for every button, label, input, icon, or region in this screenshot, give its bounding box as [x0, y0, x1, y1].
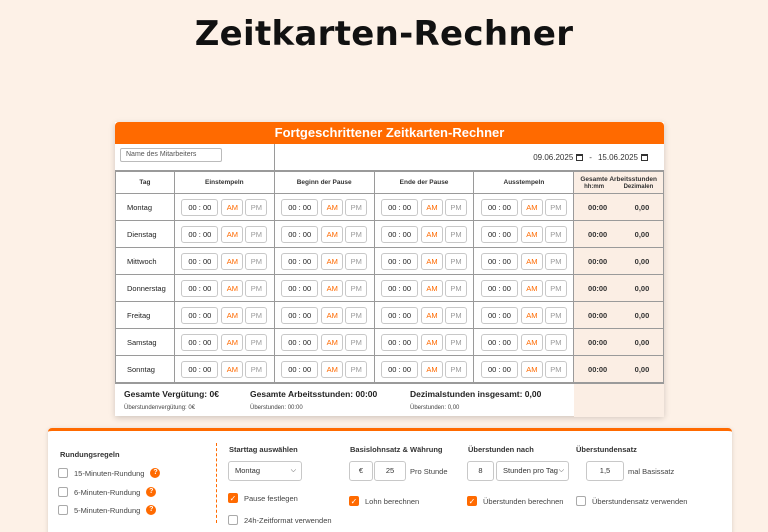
timesheet-table [115, 171, 664, 383]
am-toggle[interactable]: AM [321, 226, 343, 243]
table-row [116, 329, 664, 356]
overtime-rate-input[interactable]: 1,5 [586, 461, 624, 481]
clock-out-time-input[interactable]: 00 : 00 [481, 307, 518, 324]
clock-in-time-input[interactable]: 00 : 00 [181, 199, 218, 216]
am-toggle[interactable]: AM [321, 280, 343, 297]
pm-toggle[interactable]: PM [445, 280, 467, 297]
page-title: Zeitkarten-Rechner [194, 14, 574, 54]
rounding-6-option[interactable]: 6-Minuten-Rundung ? [58, 487, 156, 497]
help-icon[interactable]: ? [150, 468, 160, 478]
currency-field[interactable]: € [349, 461, 373, 481]
am-toggle[interactable]: AM [521, 334, 543, 351]
date-to-field[interactable]: 15.06.2025 [598, 153, 648, 162]
clock-out-time-input[interactable]: 00 : 00 [481, 361, 518, 378]
break-start-time-input[interactable]: 00 : 00 [281, 280, 318, 297]
am-toggle[interactable]: AM [321, 199, 343, 216]
col-total: Gesamte Arbeitsstunden hh:mm Dezimalen [574, 172, 664, 194]
am-toggle[interactable]: AM [521, 199, 543, 216]
pm-toggle[interactable]: PM [545, 334, 567, 351]
clock-in-group [175, 226, 274, 243]
break-start-time-input[interactable]: 00 : 00 [281, 253, 318, 270]
break-start-group [275, 361, 374, 378]
pm-toggle[interactable]: PM [545, 226, 567, 243]
am-toggle[interactable]: AM [521, 361, 543, 378]
overtime-rate-title: Überstundensatz [576, 445, 637, 454]
break-start-group [275, 253, 374, 270]
break-end-group [375, 226, 474, 243]
day-name: Freitag [116, 302, 175, 329]
am-toggle[interactable]: AM [321, 334, 343, 351]
day-total-decimal: 0,00 [634, 310, 650, 320]
wage-input[interactable]: 25 [374, 461, 406, 481]
day-total-decimal: 0,00 [634, 256, 650, 266]
col-clock-in: Einstempeln [174, 172, 274, 194]
pm-toggle[interactable]: PM [445, 226, 467, 243]
am-toggle[interactable]: AM [221, 361, 243, 378]
am-toggle[interactable]: AM [421, 226, 443, 243]
pm-toggle[interactable]: PM [445, 253, 467, 270]
am-toggle[interactable]: AM [521, 253, 543, 270]
wage-unit: Pro Stunde [410, 467, 448, 476]
day-total-hm: 00:00 [588, 256, 608, 266]
day-name: Montag [116, 194, 175, 221]
pm-toggle[interactable]: PM [345, 307, 367, 324]
break-start-group [275, 199, 374, 216]
am-toggle[interactable]: AM [221, 334, 243, 351]
am-toggle[interactable]: AM [321, 361, 343, 378]
checkbox[interactable] [58, 505, 68, 515]
clock-out-time-input[interactable]: 00 : 00 [481, 199, 518, 216]
pm-toggle[interactable]: PM [245, 307, 267, 324]
day-name: Samstag [116, 329, 175, 356]
calendar-icon[interactable] [576, 154, 583, 161]
clock-out-group [474, 253, 573, 270]
clock-in-time-input[interactable]: 00 : 00 [181, 253, 218, 270]
checkbox-checked[interactable]: ✓ [229, 494, 237, 503]
pm-toggle[interactable]: PM [345, 280, 367, 297]
pm-toggle[interactable]: PM [345, 226, 367, 243]
pm-toggle[interactable]: PM [345, 334, 367, 351]
fix-break-option[interactable]: ✓ Pause festlegen [229, 493, 298, 503]
pm-toggle[interactable]: PM [445, 199, 467, 216]
day-total-hm: 00:00 [588, 364, 608, 374]
clock-in-group [175, 253, 274, 270]
break-start-time-input[interactable]: 00 : 00 [281, 199, 318, 216]
break-start-group [275, 226, 374, 243]
summary-row [115, 383, 664, 417]
clock-out-group [474, 307, 573, 324]
day-name: Donnerstag [116, 275, 175, 302]
help-icon[interactable]: ? [146, 505, 156, 515]
am-toggle[interactable]: AM [421, 280, 443, 297]
clock-in-time-input[interactable]: 00 : 00 [181, 280, 218, 297]
pm-toggle[interactable]: PM [445, 307, 467, 324]
pm-toggle[interactable]: PM [245, 334, 267, 351]
clock-out-group [474, 199, 573, 216]
day-name: Sonntag [116, 356, 175, 383]
day-total-decimal: 0,00 [634, 202, 650, 212]
am-toggle[interactable]: AM [421, 253, 443, 270]
day-total-decimal: 0,00 [634, 283, 650, 293]
break-start-group [275, 280, 374, 297]
break-end-group [375, 253, 474, 270]
checkbox[interactable] [576, 496, 586, 506]
break-end-group [375, 307, 474, 324]
pm-toggle[interactable]: PM [245, 361, 267, 378]
pm-toggle[interactable]: PM [545, 361, 567, 378]
break-end-time-input[interactable]: 00 : 00 [381, 307, 418, 324]
clock-out-time-input[interactable]: 00 : 00 [481, 226, 518, 243]
col-clock-out: Ausstempeln [474, 172, 574, 194]
break-end-group [375, 280, 474, 297]
break-end-time-input[interactable]: 00 : 00 [381, 334, 418, 351]
start-day-title: Starttag auswählen [229, 445, 298, 454]
rounding-5-option[interactable]: 5-Minuten-Rundung ? [58, 505, 156, 515]
am-toggle[interactable]: AM [321, 307, 343, 324]
pm-toggle[interactable]: PM [245, 199, 267, 216]
clock-in-time-input[interactable]: 00 : 00 [181, 307, 218, 324]
rounding-15-option[interactable]: 15-Minuten-Rundung ? [58, 468, 160, 478]
am-toggle[interactable]: AM [221, 307, 243, 324]
pm-toggle[interactable]: PM [345, 253, 367, 270]
clock-out-group [474, 280, 573, 297]
overtime-decimal: Überstunden: 0,00 [410, 405, 460, 411]
chevron-down-icon: ⌵ [290, 467, 296, 474]
am-toggle[interactable]: AM [521, 280, 543, 297]
table-row [116, 221, 664, 248]
am-toggle[interactable]: AM [321, 253, 343, 270]
day-name: Dienstag [116, 221, 175, 248]
checkbox-checked[interactable]: ✓ [468, 497, 476, 506]
am-toggle[interactable]: AM [421, 199, 443, 216]
break-start-time-input[interactable]: 00 : 00 [281, 361, 318, 378]
clock-in-time-input[interactable]: 00 : 00 [181, 361, 218, 378]
pm-toggle[interactable]: PM [545, 307, 567, 324]
am-toggle[interactable]: AM [421, 307, 443, 324]
use-overtime-rate-option[interactable]: Überstundensatz verwenden [576, 496, 687, 506]
pm-toggle[interactable]: PM [445, 361, 467, 378]
break-end-time-input[interactable]: 00 : 00 [381, 226, 418, 243]
day-total-decimal: 0,00 [634, 337, 650, 347]
checkbox[interactable] [58, 468, 68, 478]
pm-toggle[interactable]: PM [545, 199, 567, 216]
table-row [116, 356, 664, 383]
divider [216, 443, 217, 523]
format-24h-option[interactable]: 24h-Zeitformat verwenden [228, 515, 332, 525]
total-decimal: Dezimalstunden insgesamt: 0,00 [410, 389, 542, 399]
overtime-pay: Überstundenvergütung: 0€ [124, 405, 196, 411]
break-end-group [375, 361, 474, 378]
overtime-rate-unit: mal Basissatz [628, 467, 675, 476]
clock-out-group [474, 334, 573, 351]
col-day: Tag [116, 172, 175, 194]
am-toggle[interactable]: AM [221, 280, 243, 297]
break-end-time-input[interactable]: 00 : 00 [381, 253, 418, 270]
wage-title: Basislohnsatz & Währung [350, 445, 443, 454]
break-end-time-input[interactable]: 00 : 00 [381, 280, 418, 297]
day-name: Mittwoch [116, 248, 175, 275]
break-start-time-input[interactable]: 00 : 00 [281, 307, 318, 324]
pm-toggle[interactable]: PM [345, 361, 367, 378]
break-end-time-input[interactable]: 00 : 00 [381, 199, 418, 216]
break-end-time-input[interactable]: 00 : 00 [381, 361, 418, 378]
am-toggle[interactable]: AM [221, 226, 243, 243]
break-start-group [275, 334, 374, 351]
start-day-select[interactable]: Montag ⌵ [228, 461, 302, 481]
calendar-icon[interactable] [641, 154, 648, 161]
overtime-threshold-input[interactable]: 8 [467, 461, 494, 481]
clock-out-time-input[interactable]: 00 : 00 [481, 280, 518, 297]
total-hours: Gesamte Arbeitsstunden: 00:00 [250, 389, 378, 399]
clock-in-time-input[interactable]: 00 : 00 [181, 226, 218, 243]
table-row [116, 275, 664, 302]
am-toggle[interactable]: AM [221, 253, 243, 270]
timesheet-card [115, 122, 664, 416]
date-from-field[interactable]: 09.06.2025 [533, 153, 583, 162]
clock-out-time-input[interactable]: 00 : 00 [481, 253, 518, 270]
settings-panel [48, 428, 732, 532]
break-end-group [375, 334, 474, 351]
overtime-unit-select[interactable]: Stunden pro Tag ⌵ [496, 461, 569, 481]
pm-toggle[interactable]: PM [545, 280, 567, 297]
pm-toggle[interactable]: PM [445, 334, 467, 351]
table-row [116, 194, 664, 221]
day-total-hm: 00:00 [588, 229, 608, 239]
break-start-group [275, 307, 374, 324]
checkbox[interactable] [58, 487, 68, 497]
break-start-time-input[interactable]: 00 : 00 [281, 334, 318, 351]
day-total-hm: 00:00 [588, 202, 608, 212]
pm-toggle[interactable]: PM [245, 226, 267, 243]
am-toggle[interactable]: AM [521, 226, 543, 243]
clock-out-group [474, 361, 573, 378]
am-toggle[interactable]: AM [221, 199, 243, 216]
clock-out-group [474, 226, 573, 243]
overtime-title: Überstunden nach [468, 445, 534, 454]
day-total-hm: 00:00 [588, 337, 608, 347]
checkbox[interactable] [228, 515, 238, 525]
am-toggle[interactable]: AM [421, 361, 443, 378]
clock-in-group [175, 361, 274, 378]
card-top-row: Name des Mitarbeiters 09.06.2025 - 15.06.2025 [115, 144, 664, 171]
col-break-start: Beginn der Pause [274, 172, 374, 194]
col-break-end: Ende der Pause [374, 172, 474, 194]
am-toggle[interactable]: AM [521, 307, 543, 324]
calc-wage-option[interactable]: ✓ Lohn berechnen [350, 496, 420, 506]
chevron-down-icon: ⌵ [558, 467, 564, 474]
table-row [116, 248, 664, 275]
help-icon[interactable]: ? [146, 487, 156, 497]
rounding-title: Rundungsregeln [60, 450, 120, 459]
calc-overtime-option[interactable]: ✓ Überstunden berechnen [468, 496, 564, 506]
clock-out-time-input[interactable]: 00 : 00 [481, 334, 518, 351]
checkbox-checked[interactable]: ✓ [350, 497, 358, 506]
pm-toggle[interactable]: PM [345, 199, 367, 216]
clock-in-time-input[interactable]: 00 : 00 [181, 334, 218, 351]
clock-in-group [175, 334, 274, 351]
table-row [116, 302, 664, 329]
card-header: Fortgeschrittener Zeitkarten-Rechner [115, 122, 664, 144]
break-start-time-input[interactable]: 00 : 00 [281, 226, 318, 243]
day-total-decimal: 0,00 [634, 364, 650, 374]
day-total-decimal: 0,00 [634, 229, 650, 239]
employee-name-input[interactable]: Name des Mitarbeiters [120, 148, 222, 162]
overtime-hours: Überstunden: 00:00 [250, 405, 303, 411]
total-pay: Gesamte Vergütung: 0€ [124, 389, 219, 399]
day-total-hm: 00:00 [588, 283, 608, 293]
pm-toggle[interactable]: PM [245, 280, 267, 297]
clock-in-group [175, 307, 274, 324]
day-total-hm: 00:00 [588, 310, 608, 320]
break-end-group [375, 199, 474, 216]
clock-in-group [175, 199, 274, 216]
clock-in-group [175, 280, 274, 297]
pm-toggle[interactable]: PM [545, 253, 567, 270]
am-toggle[interactable]: AM [421, 334, 443, 351]
pm-toggle[interactable]: PM [245, 253, 267, 270]
